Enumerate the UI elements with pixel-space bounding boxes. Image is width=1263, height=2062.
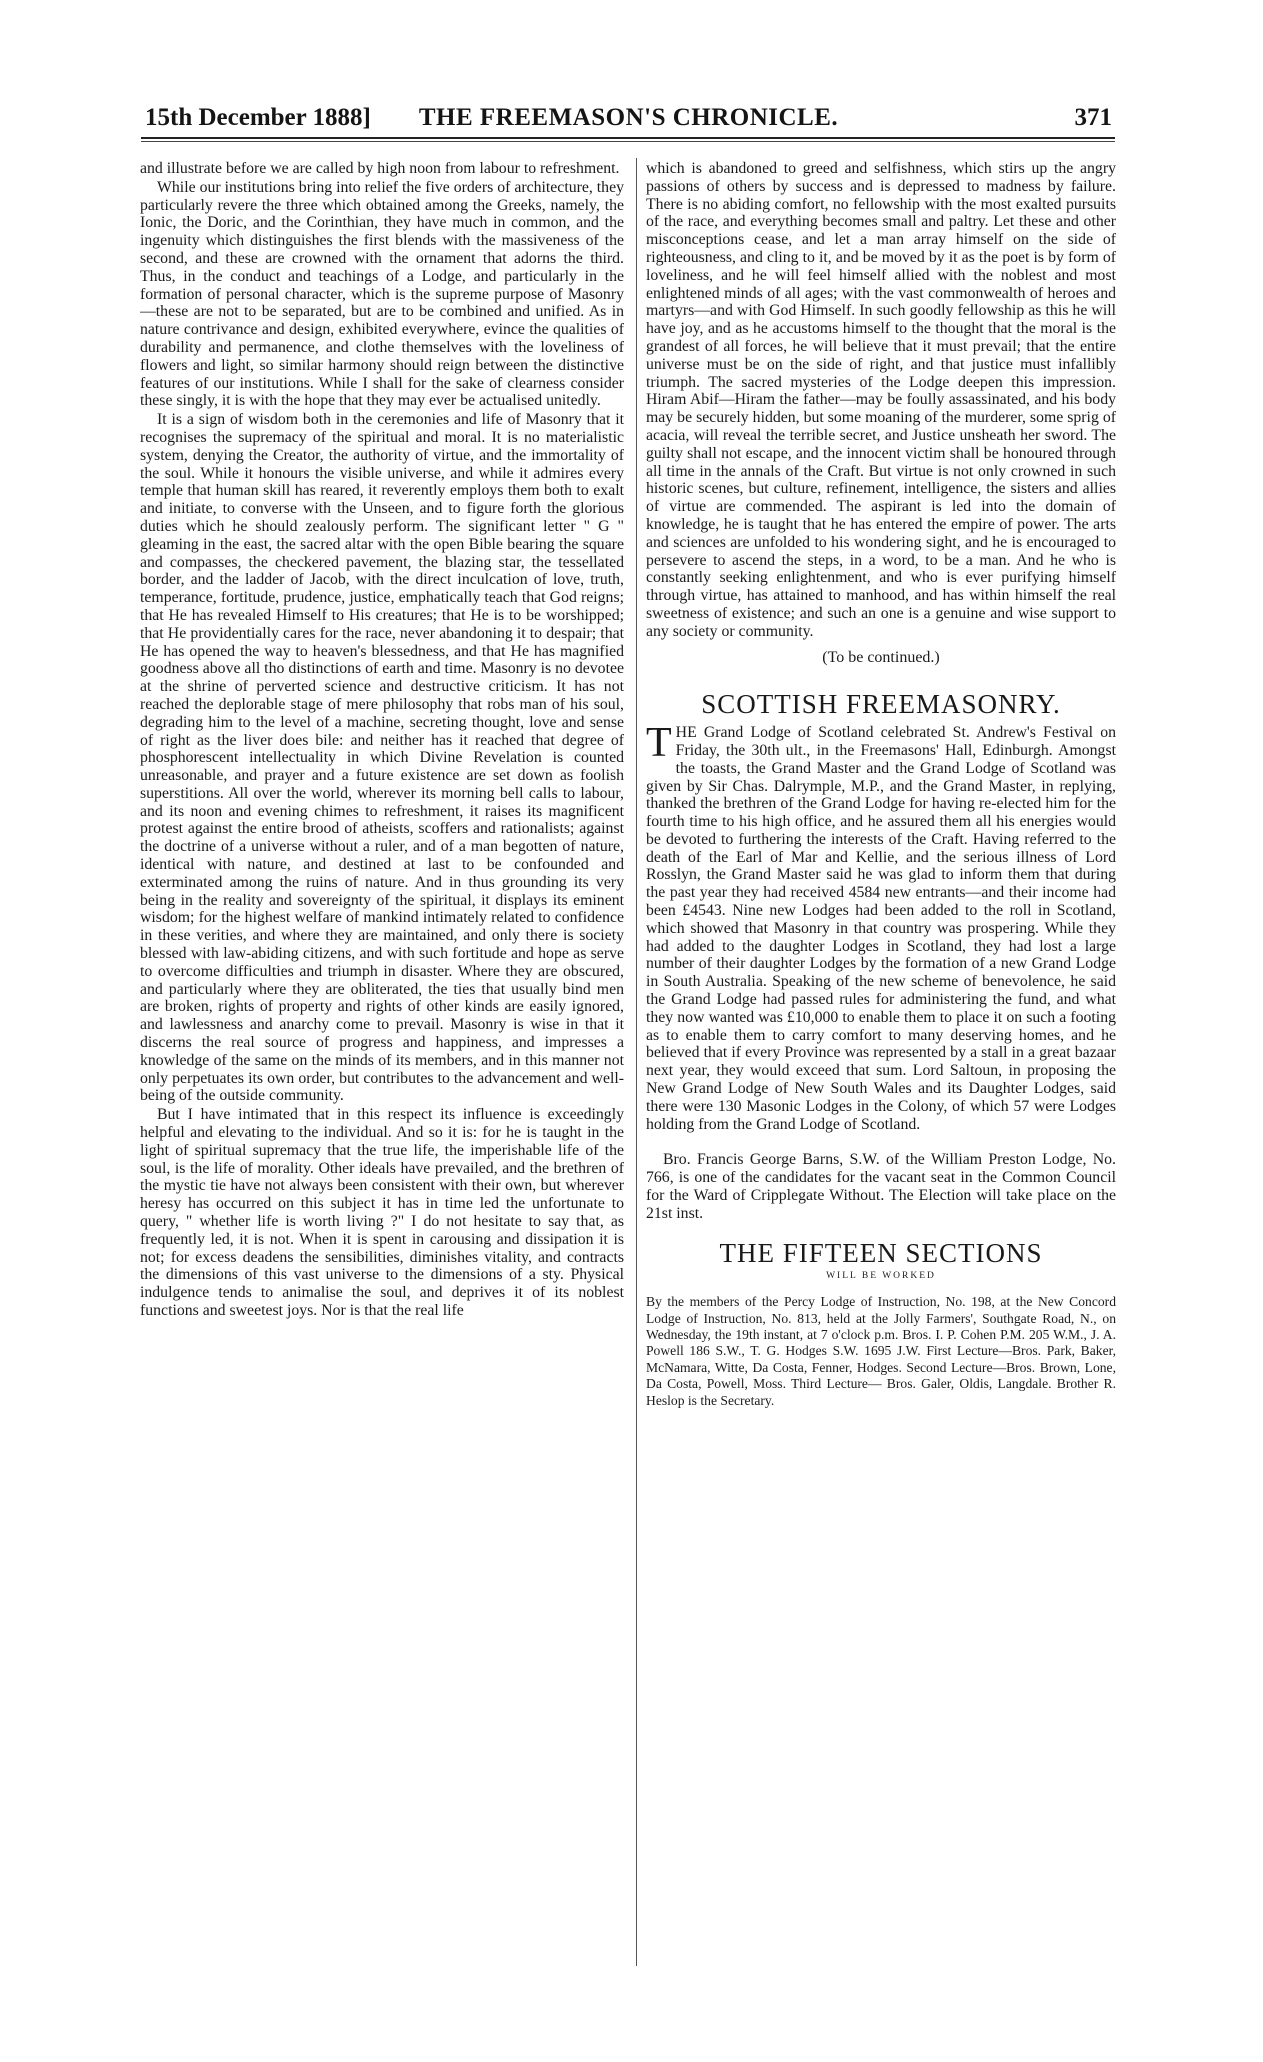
fifteen-sections-notice: By the members of the Percy Lodge of Instruction, No. 198, at the New Concord Lodge of Instruction, No. 813, held at the Jolly Farmers', Southgate Road, N., on Wednesday, the 19th instant, at 7 o'clock p.m. Bros. I. P. Cohen P.M. 205 W.M., J. A. Powell 186 S.W., T. G. Hodges S.W. 1695 J.W. First Lecture—Bros. Park, Baker, McNamara, Witte, Da Costa, Fenner, Hodges. Second Lecture—Bros. Brown, Lone, Da Costa, Powell, Moss. Third Lecture— Bros. Galer, Oldis, Langdale. Brother R. Heslop is the Secretary. — [646, 1294, 1116, 1408]
barns-notice: Bro. Francis George Barns, S.W. of the William Preston Lodge, No. 766, is one of the candidates for the vacant seat in the Common Council for the Ward of Cripplegate Without. The Election will take place on the 21st inst. — [646, 1151, 1116, 1222]
scottish-body-text: HE Grand Lodge of Scotland celebrated St. Andrew's Festival on Friday, the 30th ult., in the Freemasons' Hall, Edinburgh. Amongst the toasts, the Grand Master and the Grand Lodge of Scotland was given by Sir Chas. Dalrymple, M.P., and the Grand Master, in replying, thanked the brethren of the Grand Lodge for having re-elected him for the fourth time to his high office, and he assured them all his energies would be devoted to furthering the interests of the Craft. Having referred to the death of the Earl of Mar and Kellie, and the serious illness of Lord Rosslyn, the Grand Master said he was glad to inform them that during the past year they had received 4584 new entrants—and their income had been £4543. Nine new Lodges had been added to the roll in Scotland, which showed that Masonry in that country was prospering. While they had added to the daughter Lodges in Scotland, they had lost a large number of their daughter Lodges by the formation of a new Grand Lodge in South Australia. Speaking of the new scheme of benevolence, he said the Grand Lodge had passed rules for administering the fund, and what they now wanted was £10,000 to enable them to place it on such a footing as to enable them to carry comfort to many deserving homes, and he believed that if every Province was represented by a stall in a great bazaar next year, they would exceed that sum. Lord Saltoun, in proposing the New Grand Lodge of New South Wales and its Daughter Lodges, said there were 130 Masonic Lodges in the Colony, of which 57 were Lodges holding from the Grand Lodge of Scotland. — [646, 724, 1116, 1133]
header-rule — [141, 137, 1115, 139]
page-number: 371 — [1074, 104, 1112, 131]
article-paragraph: But I have intimated that in this respect its influence is exceedingly helpful and elevating to the individual. And so it is: for he is taught in the light of spiritual supremacy that the true life, the imperishable life of the soul, is the life of morality. Other ideals have prevailed, and the brethren of the mystic tie have not always been consistent with their own, but wherever heresy has occurred on this subject it has in time led the unfortunate to query, " whether life is worth living ?" I do not hesitate to say that, as frequently led, it is not. When it is spent in carousing and dissipation it is not; for excess deadens the sensibilities, diminishes vitality, and contracts the dimensions of this vast universe to the dimensions of a sty. Physical indulgence tends to animalise the soul, and deprives it of its noblest functions and sweetest joys. Nor is that the real life — [140, 1106, 624, 1319]
scottish-freemasonry-heading: SCOTTISH FREEMASONRY. — [701, 689, 1061, 720]
issue-date: 15th December 1888] — [145, 104, 371, 131]
article-paragraph: It is a sign of wisdom both in the ceremonies and life of Masonry that it recognises the supremacy of the spiritual and moral. It is no materialistic system, denying the Creator, the authority of virtue, and the immortality of the soul. While it honours the visible universe, and while it admires every temple that human skill has reared, it reverently employs them both to exalt and initiate, to converse with the Unseen, and to figure forth the glorious duties which he should zealously perform. The significant letter " G " gleaming in the east, the sacred altar with the open Bible bearing the square and compasses, the checkered pavement, the blazing star, the tessellated border, and the ladder of Jacob, with the direct inculcation of love, truth, temperance, fortitude, prudence, justice, emphatically teach that God reigns; that He has revealed Himself to His creatures; that He is to be worshipped; that He providentially cares for the race, never abandoning it to despair; that He has opened the way to heaven's blessedness, and that He has magnified goodness above all tho distinctions of earth and time. Masonry is no devotee at the shrine of perverted science and destructive criticism. It has not reached the deplorable stage of mere philosophy that robs man of his soul, degrading him to the level of a machine, secreting thought, love and sense of right as the liver does bile: and neither has it reached that degree of phosphorescent intellectuality in which Divine Revelation is counted unreasonable, and prayer and a future existence are set down as foolish superstitions. All over the world, wherever its morning bell calls to labour, and its noon and evening chimes to refreshment, it raises its magnificent protest against the entire brood of atheists, scoffers and rationalists; against the doctrine of a universe without a ruler, and of a man begotten of nature, identical with nature, and destined at last to be confounded and exterminated among the ruins of nature. And in thus grounding its very being in the reality and sovereignty of the spiritual, it displays its eminent wisdom; for the highest welfare of mankind intimately related to confidence in these verities, and where they are maintained, and only there is society blessed with law-abiding citizens, and with such fortitude and hope as serve to overcome difficulties and triumph in disaster. Where they are obscured, and particularly where they are obliterated, the ties that usually bind men are broken, rights of property and rights of other kinds are easily ignored, and lawlessness and anarchy come to prevail. Masonry is wise in that it discerns the real source of progress and happiness, and impresses a knowledge of the same on the minds of its members, and in this manner not only perpetuates its own order, but contributes to the advancement and well-being of the outside community. — [140, 411, 624, 1105]
column-divider — [636, 158, 637, 1966]
article-paragraph: While our institutions bring into relief the five orders of architecture, they particularly revere the three which obtained among the Greeks, namely, the Ionic, the Doric, and the Corinthian, they have much in common, and the ingenuity which distinguishes the first blends with the massiveness of the second, and these are crowned with the ornament that adorns the third. Thus, in the conduct and teachings of a Lodge, and particularly in the formation of personal character, which is the supreme purpose of Masonry—these are not to be separated, but are to be combined and unified. As in nature contrivance and design, exhibited everywhere, evince the qualities of durability and permanence, and clothe themselves with the loveliness of flowers and light, so similar harmony should reign between the distinctive features of our institutions. While I shall for the sake of clearness consider these singly, it is with the hope that they may ever be actualised unitedly. — [140, 178, 624, 410]
article-paragraph: and illustrate before we are called by high noon from labour to refreshment. — [140, 160, 620, 177]
to-be-continued-note: (To be continued.) — [822, 648, 940, 666]
left-column — [140, 160, 624, 1976]
fifteen-sections-subheading: WILL BE WORKED — [826, 1271, 936, 1282]
publication-title: THE FREEMASON'S CHRONICLE. — [418, 104, 839, 131]
article-continuation: which is abandoned to greed and selfishness, which stirs up the angry passions of others by success and is depressed to madness by failure. There is no abiding comfort, no fellowship with the most exalted pursuits of the race, and everything becomes small and paltry. Let these and other misconceptions cease, and let a man array himself on the side of righteousness, and cling to it, and be moved by it as the poet is by form of loveliness, and he will feel himself allied with the noblest and most enlightened minds of all ages; with the vast commonwealth of heroes and martyrs—and with God Himself. In such goodly fellowship as this he will have joy, and as he accustoms himself to the thought that the moral is the grandest of all forces, he will believe that it must prevail; that the entire universe must be on the side of right, and that justice must infallibly triumph. The sacred mysteries of the Lodge deepen this impression. Hiram Abif—Hiram the father—may be foully assassinated, and his body may be securely hidden, but some moaning of the murderer, some sprig of acacia, will reveal the terrible secret, and Justice unsheath her sword. The guilty shall not escape, and the innocent victim shall be honoured through all time in the annals of the Craft. But virtue is not only crowned in such historic scenes, but culture, refinement, intelligence, the sisters and allies of virtue are commended. The aspirant is led into the domain of knowledge, he is taught that he has entered the empire of power. The arts and sciences are unfolded to his wondering sight, and he is encouraged to persevere to ascend the steps, in a word, to be a man. And he who is constantly seeking enlightenment, and who is ever purifying himself through virtue, has attained to manhood, and has within himself the real sweetness of existence; and such an one is a genuine and wise support to any society or community. — [646, 160, 1116, 640]
drop-cap: T — [646, 720, 672, 767]
header-rule-thin — [141, 141, 1115, 142]
masthead — [145, 104, 1112, 136]
scottish-freemasonry-article — [646, 720, 1116, 1133]
spacer — [646, 1133, 1116, 1151]
right-column — [646, 160, 1116, 1976]
fifteen-sections-heading: THE FIFTEEN SECTIONS — [719, 1237, 1043, 1268]
